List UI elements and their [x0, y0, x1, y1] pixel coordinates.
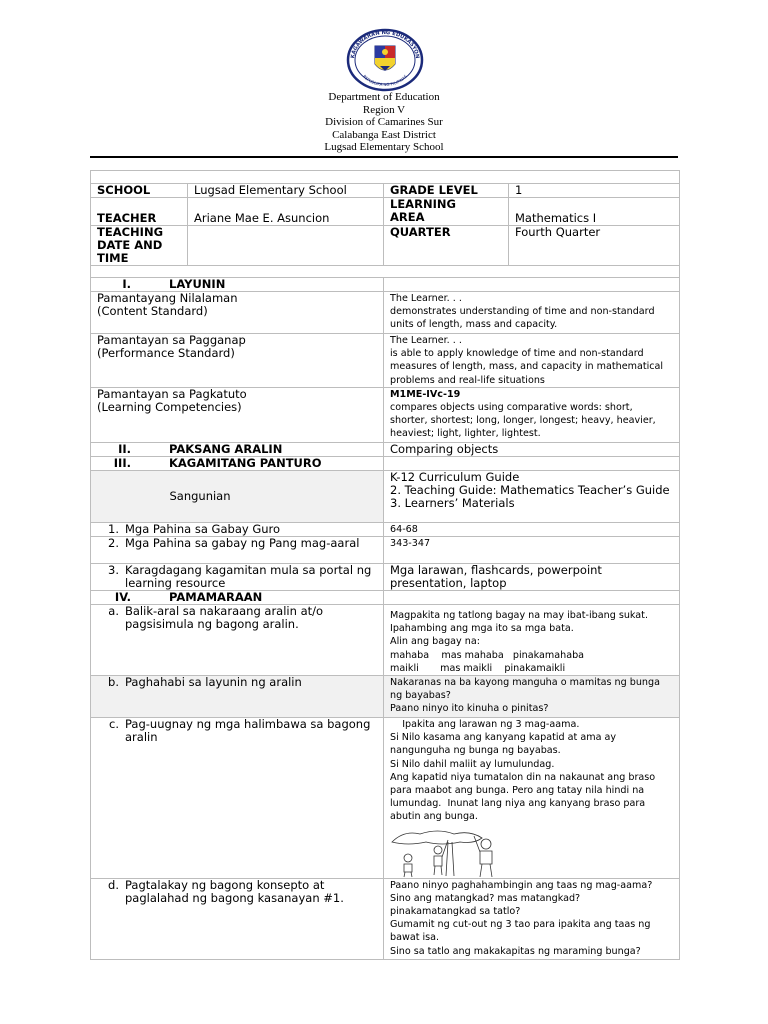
- content-standard-label: Pamantayang Nilalaman (Content Standard): [91, 292, 384, 334]
- section-layunin-heading: I. LAYUNIN: [91, 278, 384, 292]
- paksa-value: Comparing objects: [384, 442, 680, 456]
- section-paksa-heading: II. PAKSANG ARALIN: [91, 442, 384, 456]
- performance-standard-label: Pamantayan sa Pagganap (Performance Standard): [91, 334, 384, 388]
- lesson-plan-table: [90, 170, 680, 960]
- references-list: K-12 Curriculum Guide 2. Teaching Guide: Mathematics Teacher’s Guide 3. Learners’ Materials: [384, 470, 680, 522]
- spacer-row: [91, 171, 680, 184]
- reference-pages: 343-347: [384, 537, 680, 564]
- step-c-text: Ipakita ang larawan ng 3 mag-aama. Si Nilo kasama ang kanyang kapatid at ama ay nangunguha ng bunga ng bayabas. Si Nilo dahil maliit ay lumulundag. Ang kapatid niya tumatalon din na nakaunat ang braso para maabot ang bunga. Pero ang tatay nila hindi na lumundag. Inunat lang niya ang kanyang braso para abutin ang bunga.: [384, 718, 680, 879]
- step-d-text: Paano ninyo paghahambingin ang taas ng mag-aama? Sino ang matangkad? mas matangkad? pinakamatangkad sa tatlo? Gumamit ng cut-out ng 3 tao para ipakita ang taas ng bawat isa. Sino sa tatlo ang makakapitas ng maraming bunga?: [384, 878, 680, 959]
- header-line: Calabanga East District: [332, 128, 436, 141]
- header-line: Lugsad Elementary School: [324, 141, 444, 154]
- reference-item: 1. Mga Pahina sa Gabay Guro: [91, 522, 384, 536]
- teaching-date-label: TEACHING DATE AND TIME: [91, 226, 188, 266]
- reference-item: 3. Karagdagang kagamitan mula sa portal ng learning resource: [91, 564, 384, 591]
- school-value: Lugsad Elementary School: [188, 184, 384, 198]
- spacer-row: [91, 266, 680, 278]
- grade-level-label: GRADE LEVEL: [384, 184, 509, 198]
- reference-item: 2. Mga Pahina sa gabay ng Pang mag-aaral: [91, 537, 384, 564]
- deped-seal: [344, 28, 426, 92]
- father-and-sons-illustration: [390, 828, 518, 878]
- learning-competencies-text: M1ME-IVc-19 compares objects using comparative words: short, shorter, shortest; long, longer, longest; heavy, heavier, heaviest; light, lighter, lightest.: [384, 387, 680, 442]
- svg-text:KAGAWARAN NG EDUKASYON: KAGAWARAN NG EDUKASYON: [350, 29, 421, 59]
- step-a-label: a. Balik-aral sa nakaraang aralin at/o pagsisimula ng bagong aralin.: [91, 605, 384, 676]
- header-line: Region V: [362, 103, 406, 116]
- quarter-value: Fourth Quarter: [509, 226, 680, 266]
- step-c-label: c. Pag-uugnay ng mga halimbawa sa bagong aralin: [91, 718, 384, 879]
- learning-area-value: Mathematics I: [509, 198, 680, 226]
- teaching-date-value: [188, 226, 384, 266]
- header-line: Division of Camarines Sur: [325, 116, 443, 129]
- section-pamamaraan-heading: IV. PAMAMARAAN: [91, 591, 384, 605]
- header-line: Department of Education: [328, 91, 440, 103]
- step-d-label: d. Pagtalakay ng bagong konsepto at paglalahad ng bagong kasanayan #1.: [91, 878, 384, 959]
- section-kagamitan-heading: III. KAGAMITANG PANTURO: [91, 456, 384, 470]
- svg-text:REPUBLIKA NG PILIPINAS: REPUBLIKA NG PILIPINAS: [361, 73, 409, 88]
- step-a-text: Magpakita ng tatlong bagay na may ibat-ibang sukat. Ipahambing ang mga ito sa mga bata. Alin ang bagay na: mahaba mas mahaba pinakamahaba maikli mas maikli pinakamaikli: [384, 605, 680, 676]
- sangunian-label: Sangunian: [91, 470, 384, 522]
- school-header: [0, 91, 768, 154]
- additional-materials: Mga larawan, flashcards, powerpoint presentation, laptop: [384, 564, 680, 591]
- school-label: SCHOOL: [91, 184, 188, 198]
- content-standard-text: The Learner. . . demonstrates understanding of time and non-standard units of length, mass and capacity.: [384, 292, 680, 334]
- learning-area-label: LEARNING AREA: [384, 198, 509, 226]
- grade-level-value: 1: [509, 184, 680, 198]
- reference-pages: 64-68: [384, 522, 680, 536]
- teacher-label: TEACHER: [91, 198, 188, 226]
- step-b-text: Nakaranas na ba kayong manguha o mamitas ng bunga ng bayabas? Paano ninyo ito kinuha o pinitas?: [384, 676, 680, 718]
- teacher-value: Ariane Mae E. Asuncion: [188, 198, 384, 226]
- step-b-label: b. Paghahabi sa layunin ng aralin: [91, 676, 384, 718]
- header-rule: [90, 156, 678, 158]
- performance-standard-text: The Learner. . . is able to apply knowledge of time and non-standard measures of length, mass, and capacity in mathematical problems and real-life situations: [384, 334, 680, 388]
- quarter-label: QUARTER: [384, 226, 509, 266]
- learning-competencies-label: Pamantayan sa Pagkatuto (Learning Competencies): [91, 387, 384, 442]
